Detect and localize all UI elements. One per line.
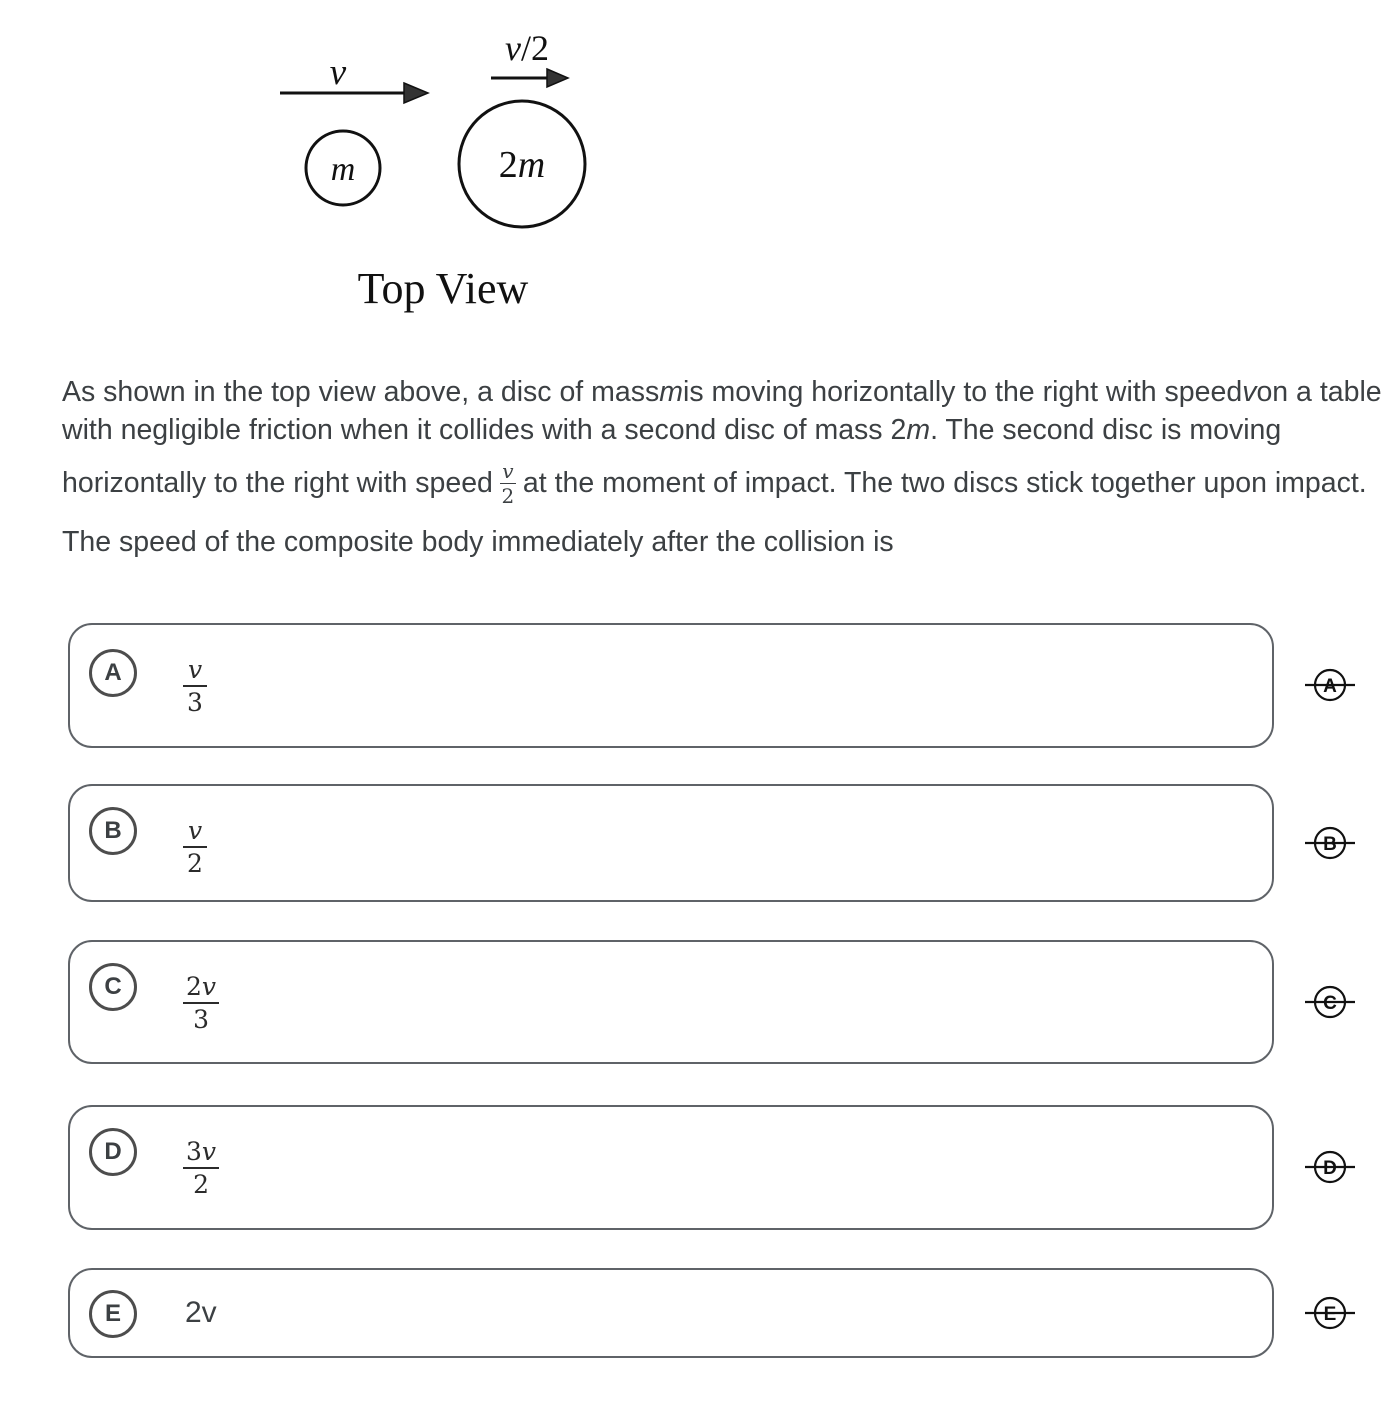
disc-2m-label: 2m [498, 144, 546, 186]
diagram-caption: Top View [357, 264, 529, 313]
arrowhead-icon [404, 83, 428, 103]
velocity-arrow-v [280, 83, 428, 103]
question-line-2: with negligible friction when it collides with a second disc of mass 2 m . The second disc is moving [62, 414, 1282, 446]
option-b-answer: v 2 [183, 816, 207, 878]
option-a-letter-badge: A [89, 649, 137, 697]
svg-text:D: D [1323, 1158, 1337, 1179]
option-e-answer: 2v [185, 1296, 217, 1329]
option-e-letter-badge: E [89, 1290, 137, 1338]
option-b[interactable] [68, 784, 1274, 902]
disc-m-label: m [330, 151, 356, 188]
option-c-letter-badge: C [89, 963, 137, 1011]
option-e[interactable] [68, 1268, 1274, 1358]
collision-diagram-svg [250, 10, 670, 320]
option-a[interactable] [68, 623, 1274, 748]
option-d-answer: 3v 2 [183, 1137, 219, 1199]
strike-option-e-icon[interactable] [1304, 1295, 1356, 1331]
option-d[interactable] [68, 1105, 1274, 1230]
arrowhead-icon [547, 69, 568, 87]
question-line-3: horizontally to the right with speed $\frac{v}{2}$ at the moment of impact. The two discs stick together upon impact. [62, 458, 1367, 508]
svg-text:A: A [1323, 676, 1337, 697]
svg-text:C: C [1323, 993, 1337, 1014]
strike-option-d-icon[interactable] [1304, 1149, 1356, 1185]
question-line-4: The speed of the composite body immediately after the collision is [62, 526, 894, 558]
velocity-label-v: v [329, 52, 347, 93]
inline-fraction-v-over-2: $\frac{v}{2}$ [501, 458, 515, 508]
option-c[interactable] [68, 940, 1274, 1064]
svg-text:E: E [1323, 1304, 1337, 1325]
strike-option-a-icon[interactable] [1304, 667, 1356, 703]
question-line-1: As shown in the top view above, a disc of mass m is moving horizontally to the right with speed v on a table [62, 376, 1382, 408]
option-b-letter-badge: B [89, 807, 137, 855]
velocity-arrow-v-half [491, 69, 568, 87]
option-a-answer: v 3 [183, 655, 207, 717]
option-d-letter-badge: D [89, 1128, 137, 1176]
svg-text:B: B [1323, 834, 1337, 855]
collision-diagram [250, 10, 670, 320]
strike-option-c-icon[interactable] [1304, 984, 1356, 1020]
strike-option-b-icon[interactable] [1304, 825, 1356, 861]
velocity-label-v-half: v/2 [505, 28, 549, 68]
option-c-answer: 2v 3 [183, 972, 219, 1034]
